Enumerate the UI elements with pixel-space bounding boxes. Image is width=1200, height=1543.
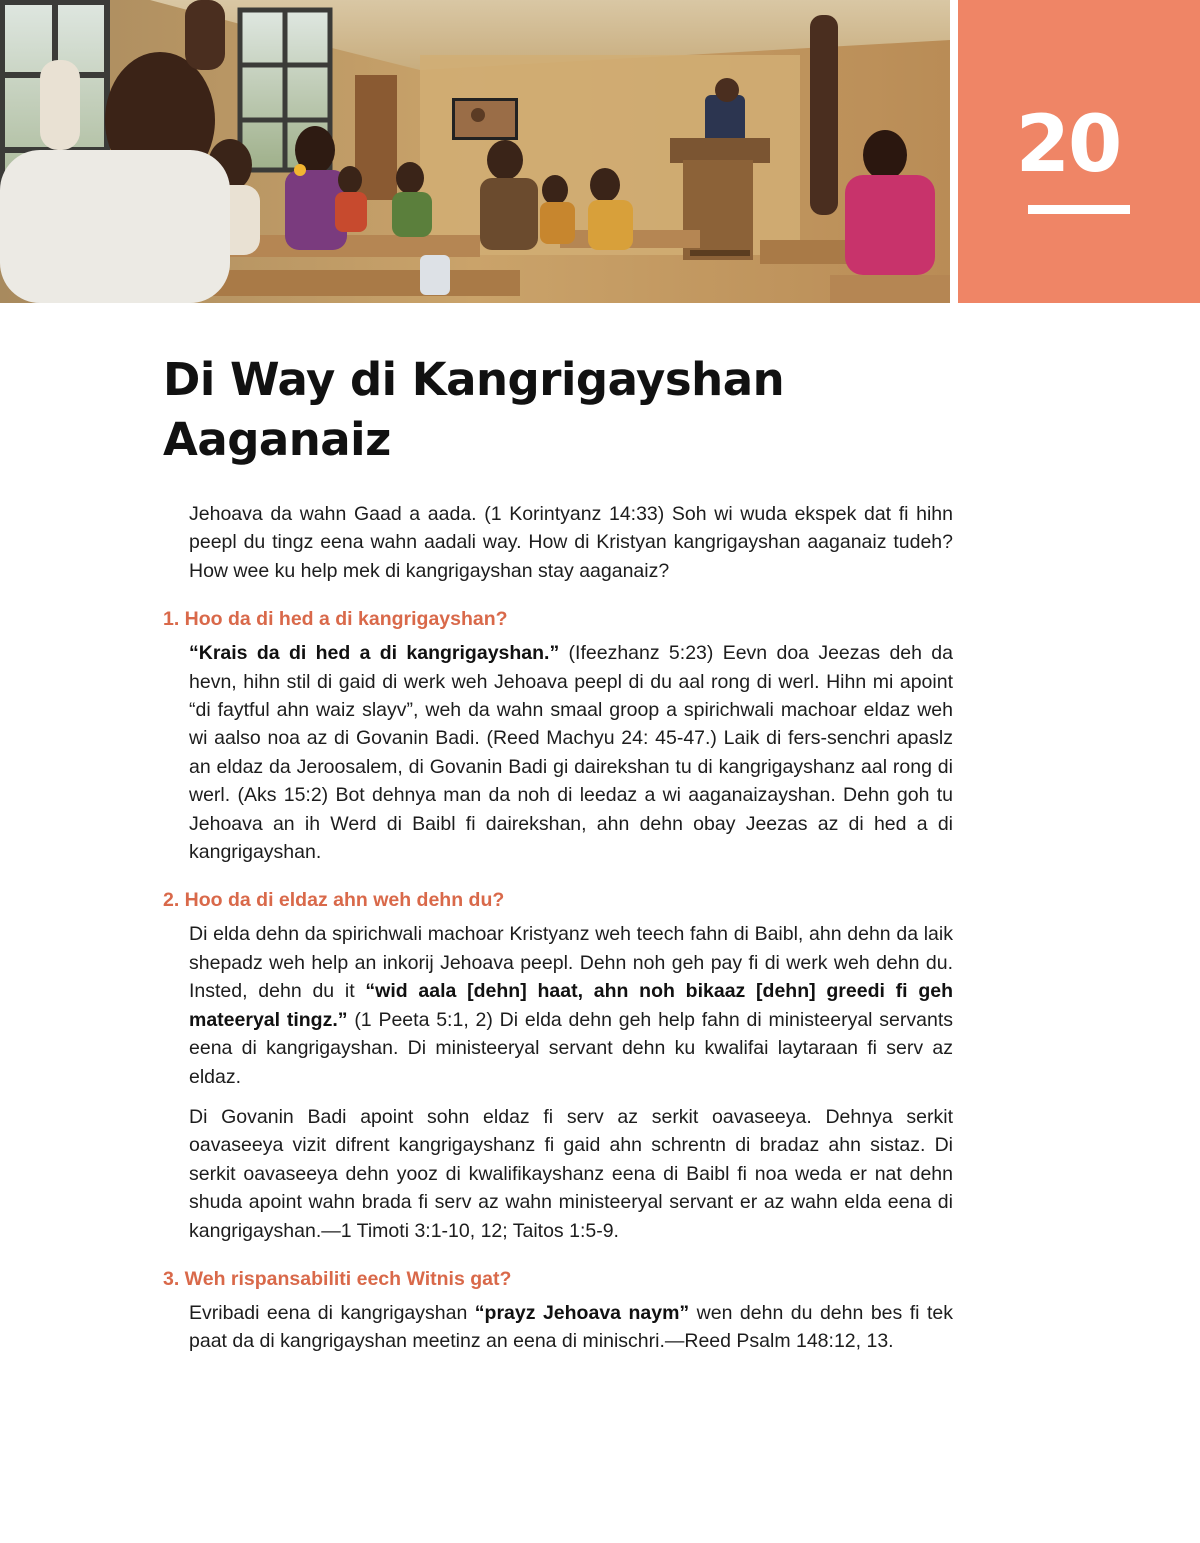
lesson-number-underline xyxy=(1028,205,1130,214)
intro-paragraph: Jehoava da wahn Gaad a aada. (1 Korintyanz 14:33) Soh wi wuda ekspek dat fi hihn peepl du tingz eena wahn aadali way. How di Kristyan kangrigayshan aaganaiz tudeh? How wee ku help mek di kangrigayshan stay aaganaiz? xyxy=(189,503,953,582)
congregation-meeting-illustration xyxy=(0,0,950,303)
section-3-pre: Evribadi eena di kangrigayshan xyxy=(189,1301,475,1324)
lesson-body xyxy=(163,500,953,1376)
section-2-paragraph-1 xyxy=(189,920,953,1090)
section-3-text: wen dehn du dehn bes fi tek paat da di kangrigayshan meetinz an eena di minischri.—Reed Psalm 148:12, 13. xyxy=(189,1301,953,1353)
section-3-quote: “prayz Jehoava naym” xyxy=(474,1301,690,1324)
section-3 xyxy=(163,1265,953,1356)
section-2 xyxy=(163,886,953,1244)
section-2-pre: Di elda dehn da spirichwali machoar Kristyanz weh teech fahn di Baibl, ahn dehn da laik shepadz weh help an inkorij Jehoava peepl. Dehn noh geh pay fi di werk weh dehn du. Insted, dehn du it xyxy=(189,923,953,1003)
section-3-question: 3. Weh rispansabiliti eech Witnis gat? xyxy=(163,1267,512,1290)
header-photo xyxy=(0,0,950,303)
section-1 xyxy=(163,605,953,866)
section-2-paragraph-2: Di Govanin Badi apoint sohn eldaz fi serv az serkit oavaseeya. Dehnya serkit oavaseeya vizit difrent kangrigayshanz fi gaid ahn schrentn di bradaz ahn sistaz. Di serkit oavaseeya dehn yooz di kwalifikayshanz eena di Baibl fi noa weda er nat dehn shuda apoint wahn brada fi serv az wahn ministeeryal servant er az wahn elda eena di kangrigayshan.—1 Timoti 3:1-10, 12; Taitos 1:5-9. xyxy=(189,1105,953,1242)
section-1-text: (Ifeezhanz 5:23) Eevn doa Jeezas deh da hevn, hihn stil di gaid di werk weh Jehoava peepl di du aal rong di werl. Hihn mi apoint “di faytful ahn waiz slayv”, weh da wahn smaal groop a spirichwali machoar eldaz weh wi aalso noa az di Govanin Badi. (Reed Machyu 24: 45-47.) Laik di fers-senchri apaslz an eldaz da Jeroosalem, di Govanin Badi gi dairekshan tu di kangrigayshanz aal rong di werl. (Aks 15:2) Bot dehnya man da noh di leedaz a wi aaganaizayshan. Dehn goh tu Jehoava an ih Werd di Baibl fi dairekshan, ahn dehn obay Jeezas az di hed a di kangrigayshan. xyxy=(189,642,953,864)
lesson-number: 20 xyxy=(1015,100,1121,190)
section-2-quote: “wid aala [dehn] haat, ahn noh bikaaz [dehn] greedi fi geh mateeryal tingz.” xyxy=(189,980,954,1031)
page-title-line1: Di Way di Kangrigayshan xyxy=(163,353,785,406)
section-1-paragraph xyxy=(189,639,953,866)
section-2-question: 2. Hoo da di eldaz ahn weh dehn du? xyxy=(163,889,505,912)
page-title-line2: Aaganaiz xyxy=(163,413,391,466)
page-title xyxy=(163,350,923,470)
section-3-paragraph xyxy=(189,1299,953,1356)
lesson-number-block xyxy=(958,0,1200,303)
section-1-question: 1. Hoo da di hed a di kangrigayshan? xyxy=(163,608,508,631)
section-2-text: (1 Peeta 5:1, 2) Di elda dehn geh help fahn di ministeeryal servants eena di kangrigayshan. Di ministeeryal servant dehn ku kwalifai laytaraan fi serv az eldaz. xyxy=(189,1008,953,1088)
section-1-quote: “Krais da di hed a di kangrigayshan.” xyxy=(189,642,560,665)
